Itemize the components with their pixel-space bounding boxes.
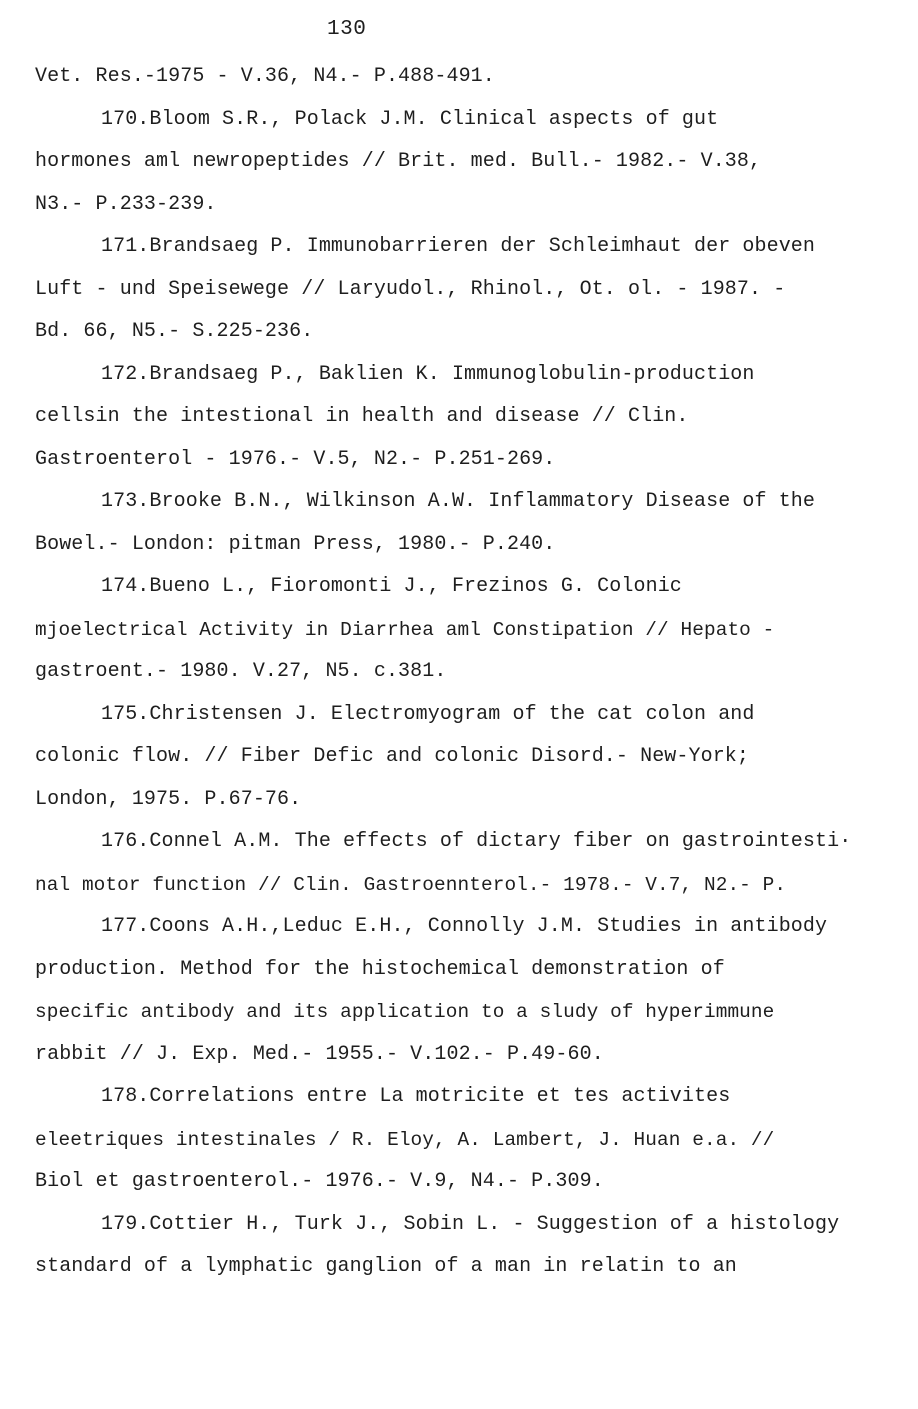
ref-line: 176.Connel A.M. The effects of dictary fiber on gastrointesti·: [101, 830, 852, 853]
ref-line: hormones aml newropeptides // Brit. med. Bull.- 1982.- V.38,: [35, 150, 762, 173]
ref-line: 172.Brandsaeg P., Baklien K. Immunoglobulin-production: [101, 362, 755, 386]
ref-line: eleetriques intestinales / R. Eloy, A. Lambert, J. Huan e.a. //: [35, 1128, 775, 1151]
ref-line: 174.Bueno L., Fioromonti J., Frezinos G. Colonic: [101, 575, 682, 598]
ref-line: rabbit // J. Exp. Med.- 1955.- V.102.- P.49-60.: [35, 1042, 604, 1066]
ref-line: specific antibody and its application to a sludy of hyperimmune: [35, 1001, 775, 1023]
ref-line: Vet. Res.-1975 - V.36, N4.- P.488-491.: [35, 65, 495, 88]
ref-line: London, 1975. P.67-76.: [35, 787, 302, 811]
ref-line: Bd. 66, N5.- S.225-236.: [35, 320, 314, 343]
ref-line: 170.Bloom S.R., Polack J.M. Clinical aspects of gut: [101, 107, 719, 131]
ref-line: colonic flow. // Fiber Defic and colonic Disord.- New-York;: [35, 745, 750, 768]
ref-line: 177.Coons A.H.,Leduc E.H., Connolly J.M. Studies in antibody: [101, 915, 828, 938]
ref-line: 179.Cottier H., Turk J., Sobin L. - Suggestion of a histology: [101, 1212, 840, 1236]
ref-line: 171.Brandsaeg P. Immunobarrieren der Schleimhaut der obeven: [101, 235, 816, 258]
ref-line: Gastroenterol - 1976.- V.5, N2.- P.251-269.: [35, 447, 556, 471]
ref-line: mjoelectrical Activity in Diarrhea aml Constipation // Hepato -: [35, 618, 775, 641]
ref-line: cellsin the intestional in health and disease // Clin.: [35, 405, 689, 428]
ref-line: Bowel.- London: pitman Press, 1980.- P.240.: [35, 532, 556, 556]
ref-line: nal motor function // Clin. Gastroennterol.- 1978.- V.7, N2.- P.: [35, 873, 787, 896]
ref-line: N3.- P.233-239.: [35, 192, 217, 216]
reference-list: [35, 56, 895, 1289]
ref-line: Luft - und Speisewege // Laryudol., Rhinol., Ot. ol. - 1987. -: [35, 277, 786, 301]
ref-line: standard of a lymphatic ganglion of a man in relatin to an: [35, 1255, 737, 1278]
ref-line: 175.Christensen J. Electromyogram of the cat colon and: [101, 702, 755, 726]
ref-line: Biol et gastroenterol.- 1976.- V.9, N4.- P.309.: [35, 1170, 604, 1193]
ref-line: 178.Correlations entre La motricite et tes activites: [101, 1085, 731, 1108]
ref-line: gastroent.- 1980. V.27, N5. c.381.: [35, 660, 447, 683]
ref-line: 173.Brooke B.N., Wilkinson A.W. Inflammatory Disease of the: [101, 490, 816, 513]
ref-line: production. Method for the histochemical demonstration of: [35, 957, 725, 981]
page-number: 130: [327, 18, 367, 41]
